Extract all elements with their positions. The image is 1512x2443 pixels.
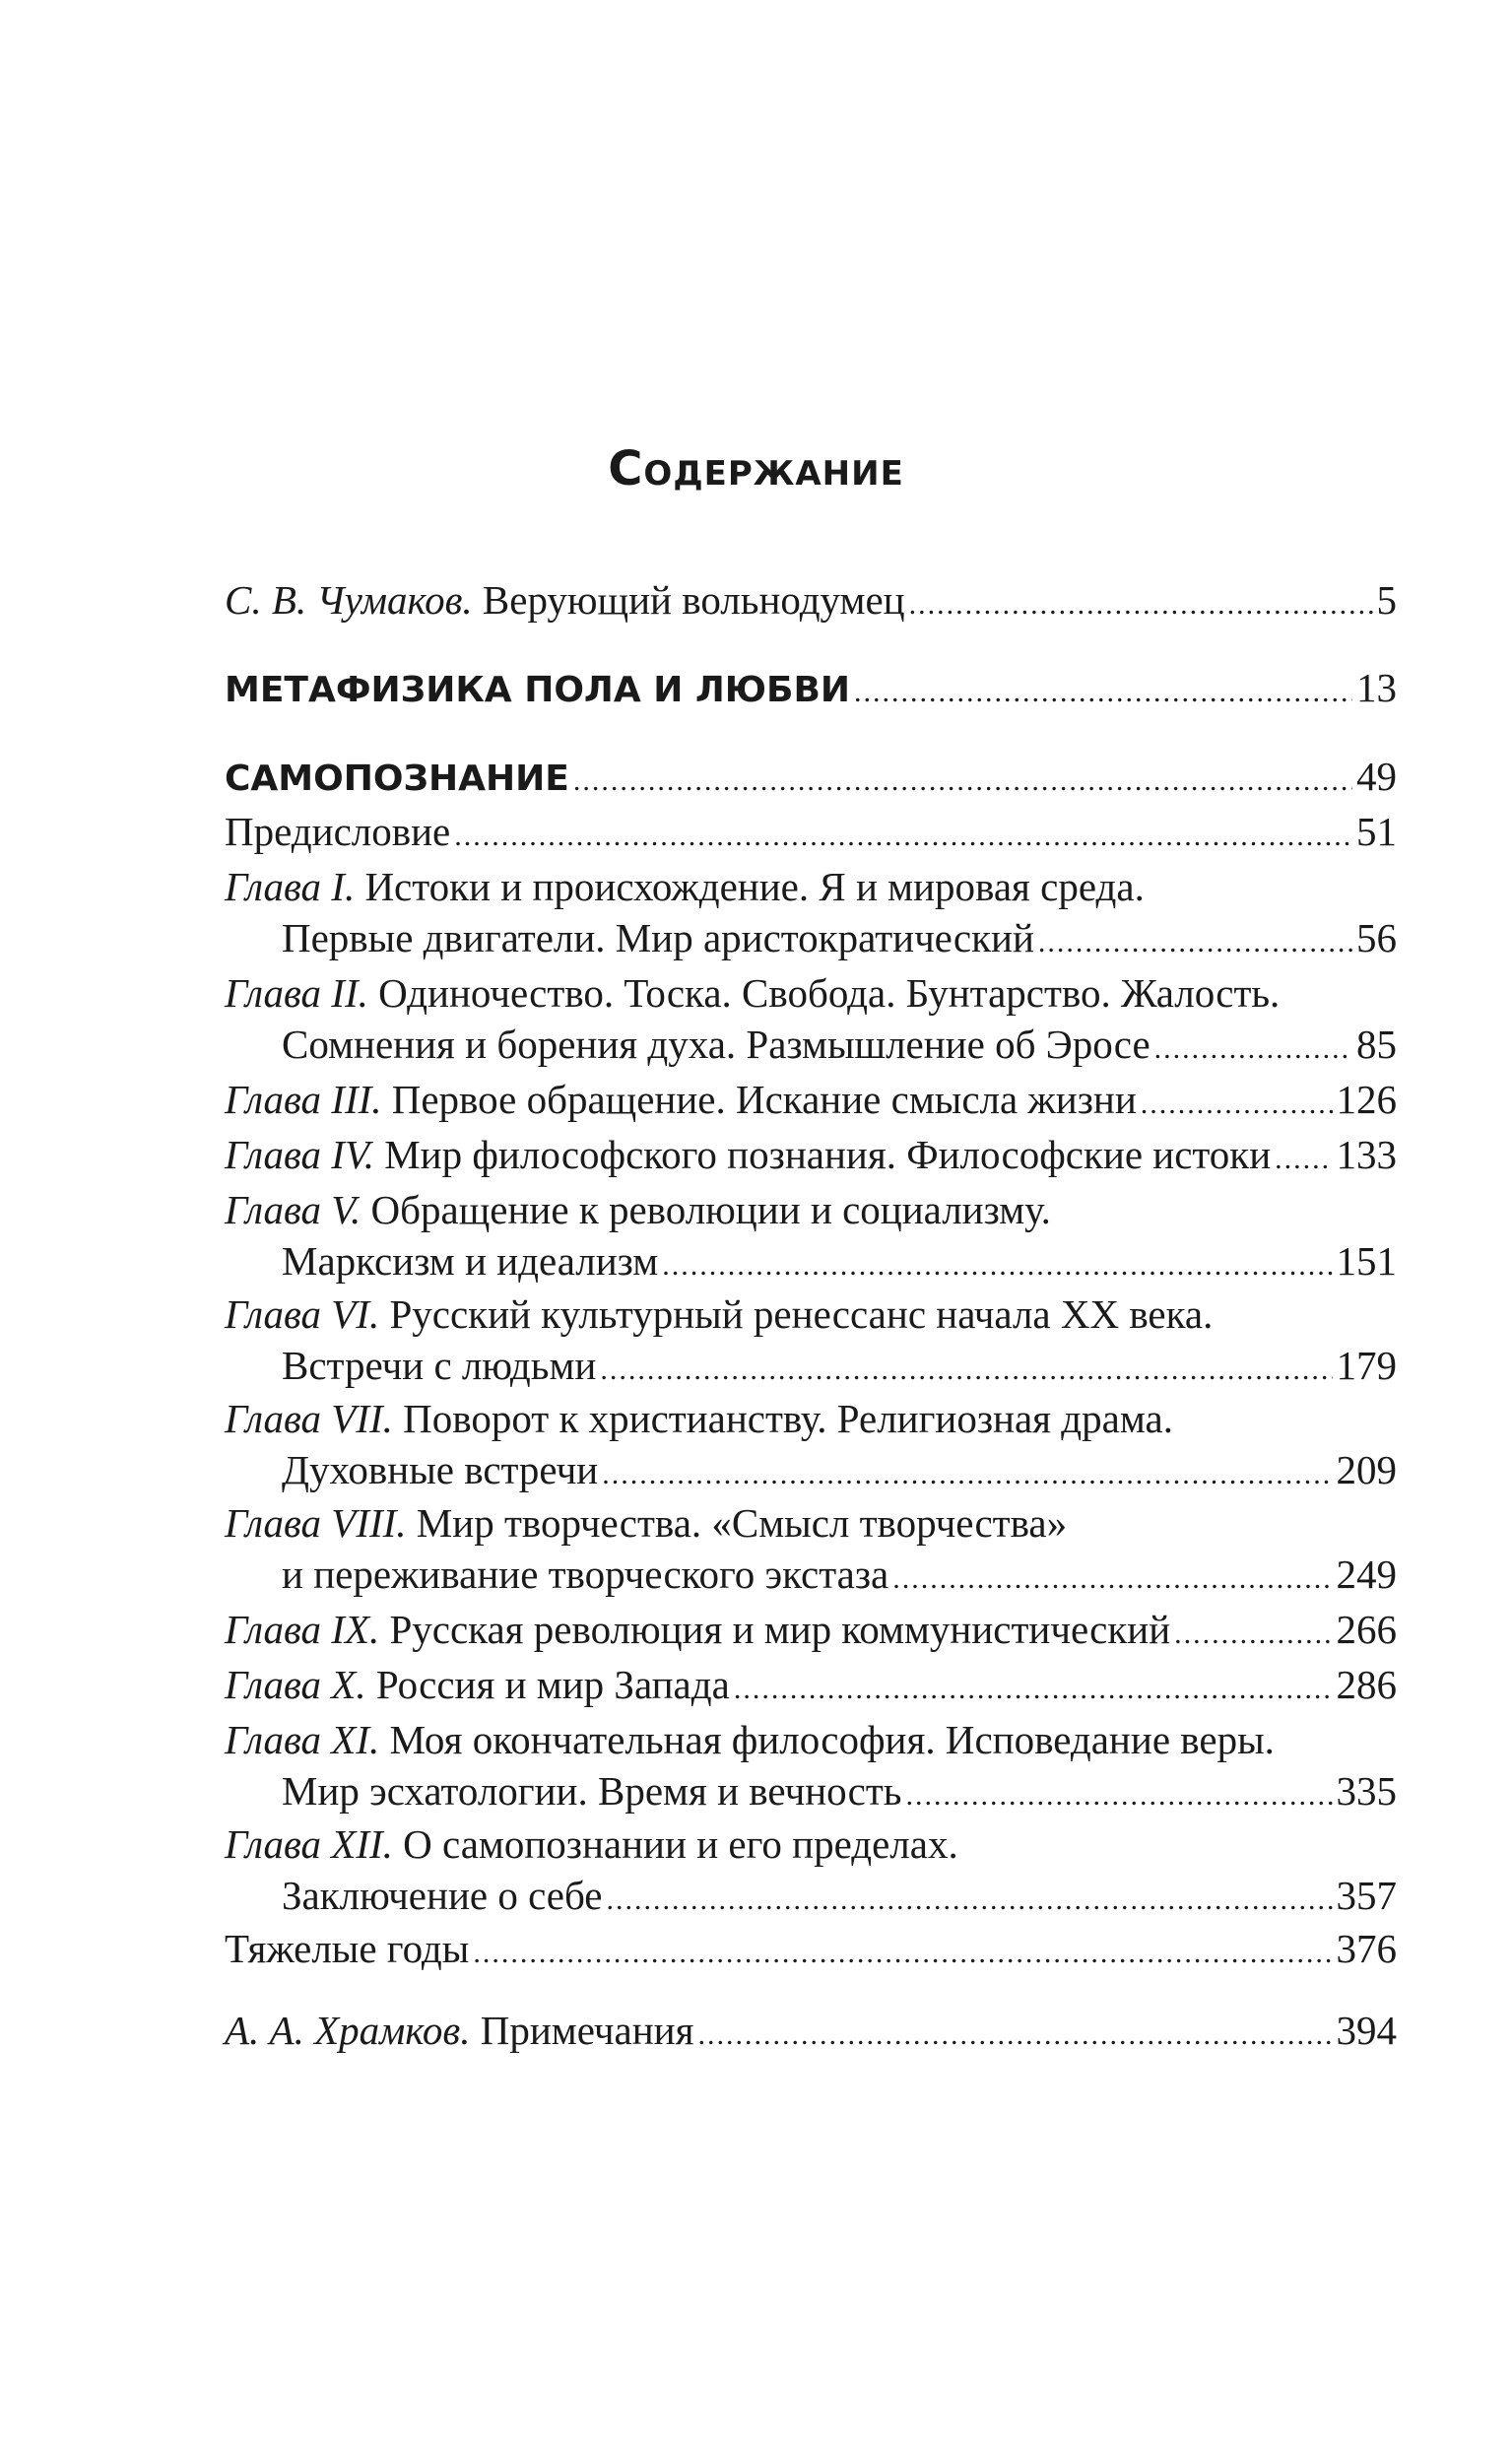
entry-page-number: 13 xyxy=(1356,665,1397,710)
entry-title-line-1: Мир творчества. «Смысл творчества» xyxy=(406,1500,1068,1546)
entry-title-line-1: Русский культурный ренессанс начала XX века. xyxy=(379,1291,1214,1337)
entry-page-number: 179 xyxy=(1336,1343,1397,1388)
entry-title-line-1: Моя окончательная философия. Исповедание веры. xyxy=(379,1717,1275,1762)
entry-page-number: 249 xyxy=(1336,1552,1397,1597)
chapter-number: Глава IX. xyxy=(225,1607,380,1652)
entry-title-line-1: Поворот к христианству. Религиозная драма. xyxy=(392,1396,1173,1441)
dot-leader xyxy=(662,1240,1332,1291)
entry-title-line-2: Духовные встречи xyxy=(282,1447,599,1492)
chapter-number: Глава VI. xyxy=(225,1291,380,1337)
chapter-number: Глава IV. xyxy=(225,1132,374,1177)
toc-entry-notes[interactable] xyxy=(225,2005,1397,2056)
entry-page-number: 266 xyxy=(1336,1607,1397,1652)
entry-page-number: 394 xyxy=(1336,2008,1397,2053)
entry-title-line-1: Истоки и происхождение. Я и мировая среда. xyxy=(355,864,1145,909)
dot-leader xyxy=(1275,1134,1332,1185)
toc-entry-hard-years[interactable] xyxy=(225,1923,1397,1974)
chapter-number: Глава XI. xyxy=(225,1717,380,1762)
toc-entry-preface[interactable] xyxy=(225,806,1397,857)
entry-title-line-2: Встречи с людьми xyxy=(282,1343,597,1388)
toc-entry-chapter-12[interactable] xyxy=(225,1818,1397,1921)
entry-title: Первое обращение. Искание смысла жизни xyxy=(381,1077,1137,1122)
entry-title: Тяжелые годы xyxy=(225,1926,470,1971)
entry-title-line-1: Одиночество. Тоска. Свобода. Бунтарство. Жалость. xyxy=(367,970,1281,1016)
dot-leader xyxy=(1141,1079,1333,1130)
dot-leader xyxy=(905,1770,1332,1821)
chapter-number: Глава V. xyxy=(225,1187,362,1232)
dot-leader xyxy=(892,1553,1332,1605)
toc-entry-chapter-6[interactable] xyxy=(225,1288,1397,1391)
chapter-number: Глава VII. xyxy=(225,1396,393,1441)
entry-page-number: 49 xyxy=(1356,754,1397,799)
toc-entry-chapter-11[interactable] xyxy=(225,1714,1397,1816)
dot-leader xyxy=(607,1875,1333,1926)
toc-entry-chapter-2[interactable] xyxy=(225,967,1397,1070)
toc-entry-chapter-4[interactable] xyxy=(225,1129,1397,1180)
entry-page-number: 133 xyxy=(1336,1132,1397,1177)
chapter-number: Глава X. xyxy=(225,1662,366,1707)
entry-title: Верующий вольнодумец xyxy=(472,577,905,623)
toc-entry-chapter-10[interactable] xyxy=(225,1659,1397,1710)
dot-leader xyxy=(697,2010,1332,2061)
entry-title-line-2: Заключение о себе xyxy=(282,1873,603,1918)
entry-page-number: 376 xyxy=(1336,1926,1397,1971)
toc-entry-introduction[interactable] xyxy=(225,574,1397,626)
entry-title-line-2: Первые двигатели. Мир аристократический xyxy=(282,915,1034,960)
chapter-number: Глава VIII. xyxy=(225,1500,407,1546)
chapter-number: Глава XII. xyxy=(225,1821,393,1867)
section-title: МЕТАФИЗИКА ПОЛА И ЛЮБВИ xyxy=(225,670,851,710)
entry-author: С. В. Чумаков. xyxy=(225,577,473,623)
dot-leader xyxy=(573,756,1352,807)
entry-page-number: 357 xyxy=(1336,1873,1397,1918)
entry-page-number: 151 xyxy=(1336,1238,1397,1284)
entry-page-number: 56 xyxy=(1356,915,1397,960)
dot-leader xyxy=(1174,1609,1332,1660)
entry-page-number: 209 xyxy=(1336,1447,1397,1492)
entry-title-line-1: Обращение к революции и социализму. xyxy=(361,1187,1051,1232)
entry-title: Русская революция и мир коммунистический xyxy=(379,1607,1171,1652)
dot-leader xyxy=(854,667,1352,718)
entry-title-line-2: Марксизм и идеализм xyxy=(282,1238,659,1284)
entry-page-number: 51 xyxy=(1356,809,1397,854)
dot-leader xyxy=(1038,917,1352,968)
entry-author: А. А. Храмков. xyxy=(225,2008,471,2053)
entry-title-line-1: О самопознании и его пределах. xyxy=(392,1821,958,1867)
toc-entry-chapter-5[interactable] xyxy=(225,1184,1397,1287)
entry-page-number: 335 xyxy=(1336,1768,1397,1814)
chapter-number: Глава III. xyxy=(225,1077,382,1122)
entry-page-number: 5 xyxy=(1376,577,1397,623)
toc-entry-metaphysics-section[interactable] xyxy=(225,662,1397,713)
section-title: САМОПОЗНАНИЕ xyxy=(225,759,569,799)
toc-entry-chapter-3[interactable] xyxy=(225,1074,1397,1125)
entry-title: Мир философского познания. Философские истоки xyxy=(373,1132,1272,1177)
toc-entry-chapter-9[interactable] xyxy=(225,1604,1397,1655)
entry-title-line-2: и переживание творческого экстаза xyxy=(282,1552,889,1597)
toc-entry-chapter-8[interactable] xyxy=(225,1497,1397,1600)
entry-title-line-2: Сомнения и борения духа. Размышление об Эросе xyxy=(282,1022,1150,1067)
dot-leader xyxy=(602,1449,1332,1500)
chapter-number: Глава II. xyxy=(225,970,368,1016)
entry-page-number: 286 xyxy=(1336,1662,1397,1707)
dot-leader xyxy=(734,1664,1333,1715)
dot-leader xyxy=(473,1928,1332,1979)
entry-title: Россия и мир Запада xyxy=(365,1662,730,1707)
dot-leader xyxy=(1154,1023,1352,1075)
toc-entry-chapter-7[interactable] xyxy=(225,1393,1397,1495)
toc-entry-chapter-1[interactable] xyxy=(225,861,1397,963)
chapter-number: Глава I. xyxy=(225,864,356,909)
dot-leader xyxy=(909,579,1373,630)
entry-title-line-2: Мир эсхатологии. Время и вечность xyxy=(282,1768,902,1814)
dot-leader xyxy=(454,811,1352,862)
entry-page-number: 126 xyxy=(1336,1077,1397,1122)
entry-title: Примечания xyxy=(470,2008,694,2053)
entry-title: Предисловие xyxy=(225,809,451,854)
page-title: Содержание xyxy=(608,441,904,496)
dot-leader xyxy=(600,1345,1332,1396)
entry-page-number: 85 xyxy=(1356,1022,1397,1067)
toc-entry-self-knowledge-section[interactable] xyxy=(225,751,1397,802)
